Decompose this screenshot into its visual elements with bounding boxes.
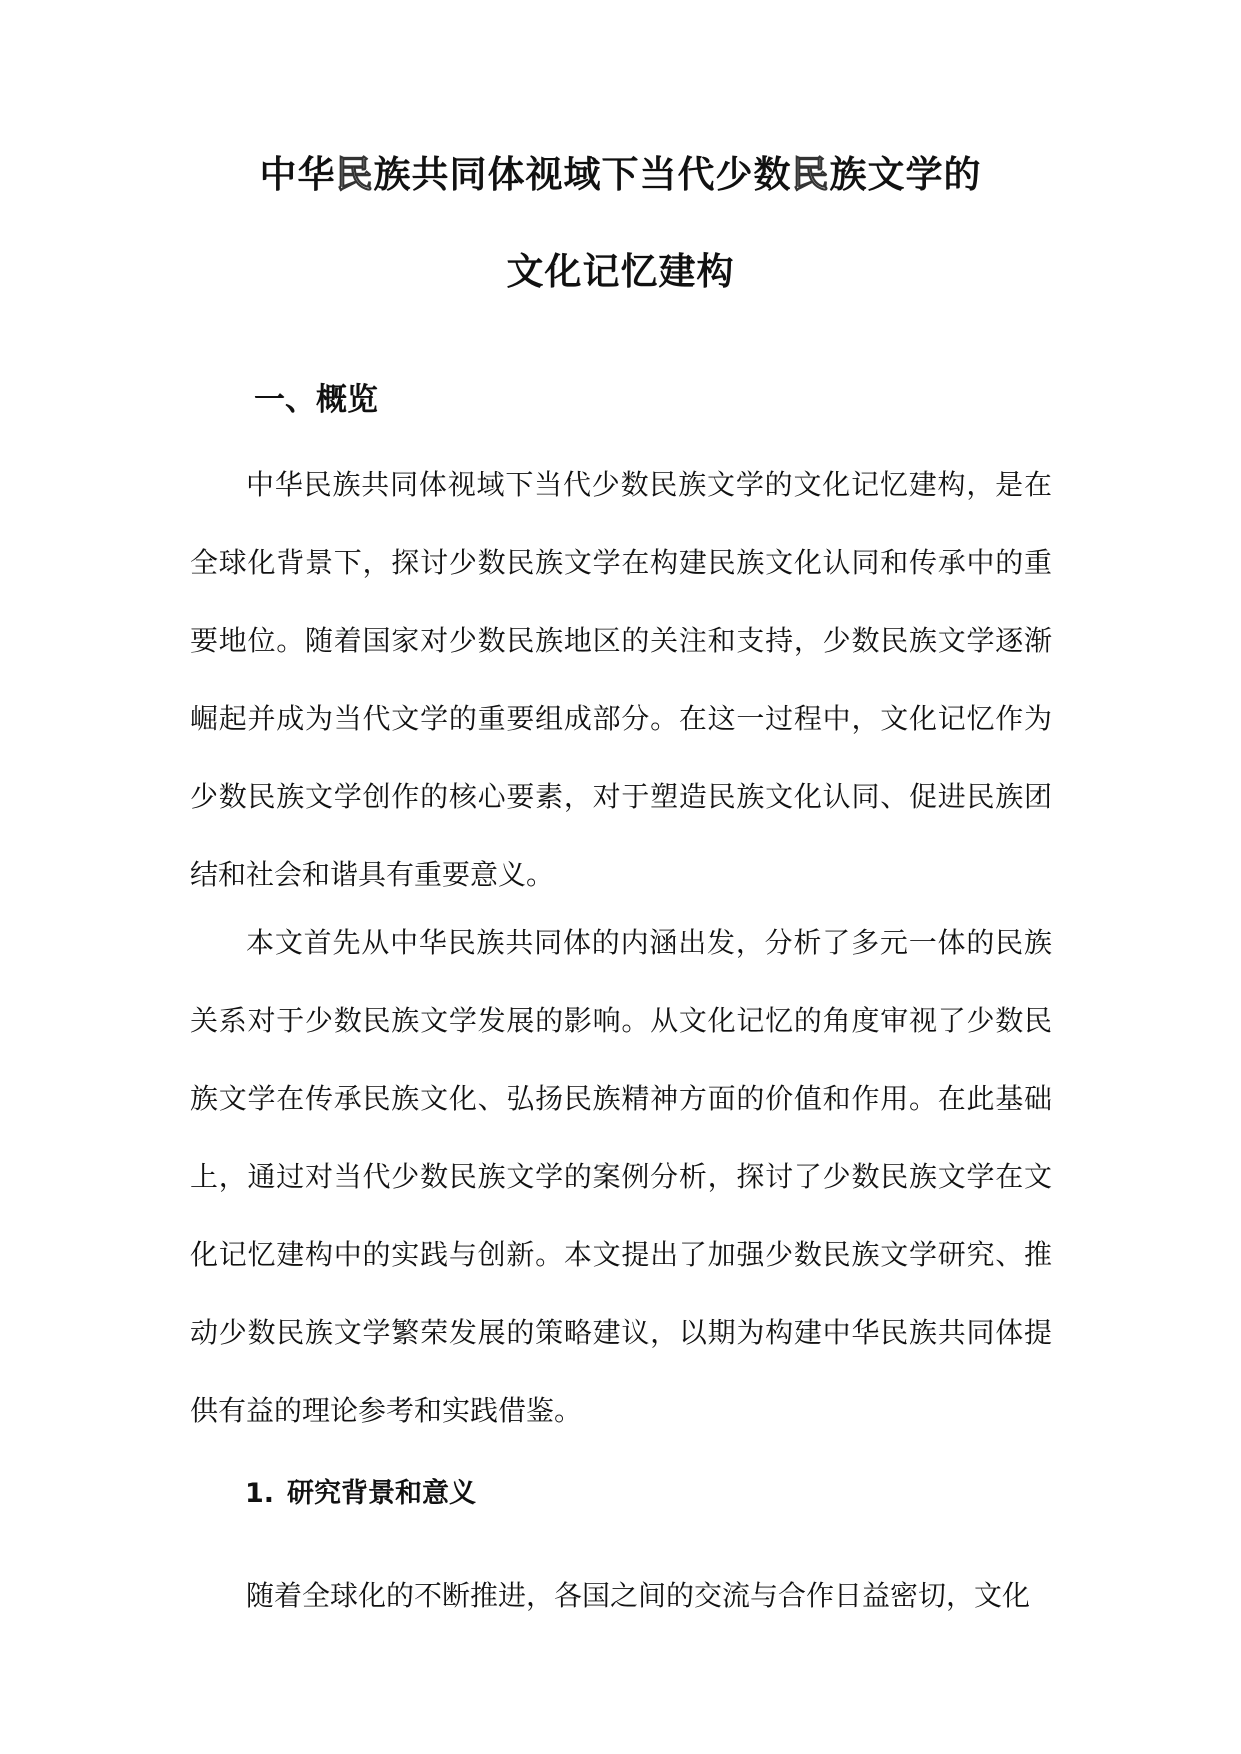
title-text-c: 族文学的 — [829, 153, 982, 196]
title-text-b: 族共同体视域下当代少数 — [373, 153, 792, 196]
section-heading-overview: 一、概览 — [254, 382, 378, 418]
title-highlight-char-1: 民 — [335, 153, 374, 196]
subsection-number: 1. — [245, 1478, 275, 1509]
background-paragraph: 随着全球化的不断推进，各国之间的交流与合作日益密切，文化 — [246, 1579, 1031, 1612]
document-title-line-1 — [0, 153, 1241, 197]
subsection-title: 研究背景和意义 — [287, 1478, 476, 1509]
overview-paragraph-1: 中华民族共同体视域下当代少数民族文学的文化记忆建构，是在全球化背景下，探讨少数民族文学在构建民族文化认同和传承中的重要地位。随着国家对少数民族地区的关注和支持，少数民族文学逐渐崛起并成为当代文学的重要组成部分。在这一过程中，文化记忆作为少数民族文学创作的核心要素，对于塑造民族文化认同、促进民族团结和社会和谐具有重要意义。 — [190, 468, 1052, 891]
title-text-a: 中华 — [259, 153, 336, 196]
document-title-line-2: 文化记忆建构 — [506, 250, 735, 293]
subsection-heading-background — [245, 1476, 476, 1512]
title-highlight-char-2: 民 — [791, 153, 830, 196]
overview-paragraph-2: 本文首先从中华民族共同体的内涵出发，分析了多元一体的民族关系对于少数民族文学发展的影响。从文化记忆的角度审视了少数民族文学在传承民族文化、弘扬民族精神方面的价值和作用。在此基础上，通过对当代少数民族文学的案例分析，探讨了少数民族文学在文化记忆建构中的实践与创新。本文提出了加强少数民族文学研究、推动少数民族文学繁荣发展的策略建议，以期为构建中华民族共同体提供有益的理论参考和实践借鉴。 — [190, 926, 1052, 1427]
